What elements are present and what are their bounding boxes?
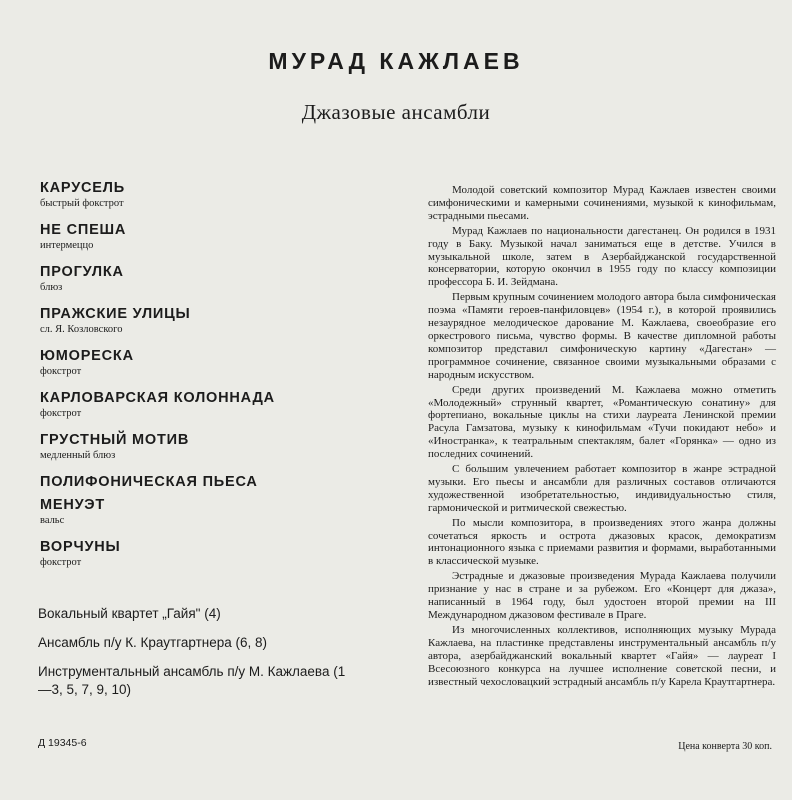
track-item bbox=[40, 180, 340, 211]
track-genre: фокстрот bbox=[40, 366, 82, 377]
track-item bbox=[40, 264, 340, 295]
performer-credits bbox=[38, 605, 358, 710]
track-name: ПОЛИФОНИЧЕСКАЯ ПЬЕСА bbox=[40, 474, 258, 490]
track-item bbox=[40, 222, 340, 253]
track-list bbox=[40, 180, 340, 581]
track-name: ГРУСТНЫЙ МОТИВ bbox=[40, 432, 190, 448]
track-name: МЕНУЭТ bbox=[40, 497, 106, 513]
track-genre: медленный блюз bbox=[40, 450, 116, 461]
sleeve-price: Цена конверта 30 коп. bbox=[678, 741, 772, 752]
credit-instrumental-ensemble: Инструментальный ансамбль п/у М. Кажлаева (1—3, 5, 7, 9, 10) bbox=[38, 664, 346, 697]
track-name: НЕ СПЕША bbox=[40, 222, 127, 238]
track-genre: фокстрот bbox=[40, 557, 82, 568]
track-name: ВОРЧУНЫ bbox=[40, 539, 121, 555]
liner-paragraph: Среди других произведений М. Кажлаева можно отметить «Молодежный» струнный квартет, «Романтическую сонатину» для фортепиано, вокальные циклы на стихи лауреата Ленинской премии Расула Гамзатова, музыку к кинофильмам «Тучи покидают небо» и «Иностранка», к театральным спектаклям, балет «Горянка» — одно из последних сочинений. bbox=[428, 383, 776, 461]
track-item bbox=[40, 497, 340, 528]
liner-paragraph: Эстрадные и джазовые произведения Мурада Кажлаева получили признание у нас в стране и за рубежом. Его «Концерт для джаза», написанный в 1964 году, был удостоен второй премии на III Международном джазовом фестивале в Праге. bbox=[428, 570, 776, 621]
liner-paragraph: Молодой советский композитор Мурад Кажлаев известен своими симфоническими и камерными сочинениями, музыкой к кинофильмам, эстрадными пьесами. bbox=[428, 184, 776, 222]
composer-title: МУРАД КАЖЛАЕВ bbox=[268, 48, 524, 74]
track-item bbox=[40, 539, 340, 570]
track-name: КАРУСЕЛЬ bbox=[40, 180, 125, 196]
track-lyricist: сл. Я. Козловского bbox=[40, 324, 123, 335]
track-genre: интермеццо bbox=[40, 240, 94, 251]
liner-paragraph: Мурад Кажлаев по национальности дагестанец. Он родился в 1931 году в Баку. Музыкой начал заниматься еще в детстве. Учился в музыкальной школе, затем в Азербайджанской государственной консерватории, которую окончил в 1955 году по классу композиции профессора Б. И. Зейдмана. bbox=[428, 224, 776, 289]
track-genre: вальс bbox=[40, 515, 65, 526]
track-name: ЮМОРЕСКА bbox=[40, 348, 134, 364]
track-item bbox=[40, 348, 340, 379]
track-genre: фокстрот bbox=[40, 408, 82, 419]
catalog-number: Д 19345-6 bbox=[38, 737, 87, 749]
track-item bbox=[40, 432, 340, 463]
track-name: ПРОГУЛКА bbox=[40, 264, 124, 280]
track-name: КАРЛОВАРСКАЯ КОЛОННАДА bbox=[40, 390, 275, 406]
liner-paragraph: Из многочисленных коллективов, исполняющих музыку Мурада Кажлаева, на пластинке представлены инструментальный ансамбль п/у автора, азербайджанский вокальный квартет «Гайя» — лауреат I Всесоюзного конкурса на лучшее исполнение советской песни, и известный чехословацкий эстрадный ансамбль п/у Карела Краутгартнера. bbox=[428, 623, 776, 688]
track-item bbox=[40, 306, 340, 337]
track-genre: блюз bbox=[40, 282, 63, 293]
track-item bbox=[40, 390, 340, 421]
track-item bbox=[40, 474, 340, 491]
credit-vocal-quartet: Вокальный квартет „Гайя" (4) bbox=[38, 606, 221, 621]
liner-notes bbox=[428, 184, 776, 690]
album-subtitle: Джазовые ансамбли bbox=[301, 100, 491, 124]
liner-paragraph: Первым крупным сочинением молодого автора была симфоническая поэма «Памяти героев-панфиловцев» (1954 г.), в которой проявились незаурядное мелодическое дарование М. Кажлаева, своеобразие его оркестрового письма, чувство формы. В качестве дипломной работы композитор представил симфоническую картину «Дагестан» — программное сочинение, связанное своими музыкальными образами с народным искусством. bbox=[428, 291, 776, 381]
track-genre: быстрый фокстрот bbox=[40, 198, 124, 209]
liner-paragraph: По мысли композитора, в произведениях этого жанра должны сочетаться яркость и острота джазовых красок, демократизм интонационного языка с приемами развития и формами, выработанными в классической музыке. bbox=[428, 516, 776, 568]
credit-krautgartner-ensemble: Ансамбль п/у К. Краутгартнера (6, 8) bbox=[38, 635, 267, 650]
track-name: ПРАЖСКИЕ УЛИЦЫ bbox=[40, 306, 191, 322]
liner-paragraph: С большим увлечением работает композитор в жанре эстрадной музыки. Его пьесы и ансамбли для различных составов отличаются художественной изобретательностью, индивидуальностью стиля, гармонической и ритмической свежестью. bbox=[428, 463, 776, 514]
